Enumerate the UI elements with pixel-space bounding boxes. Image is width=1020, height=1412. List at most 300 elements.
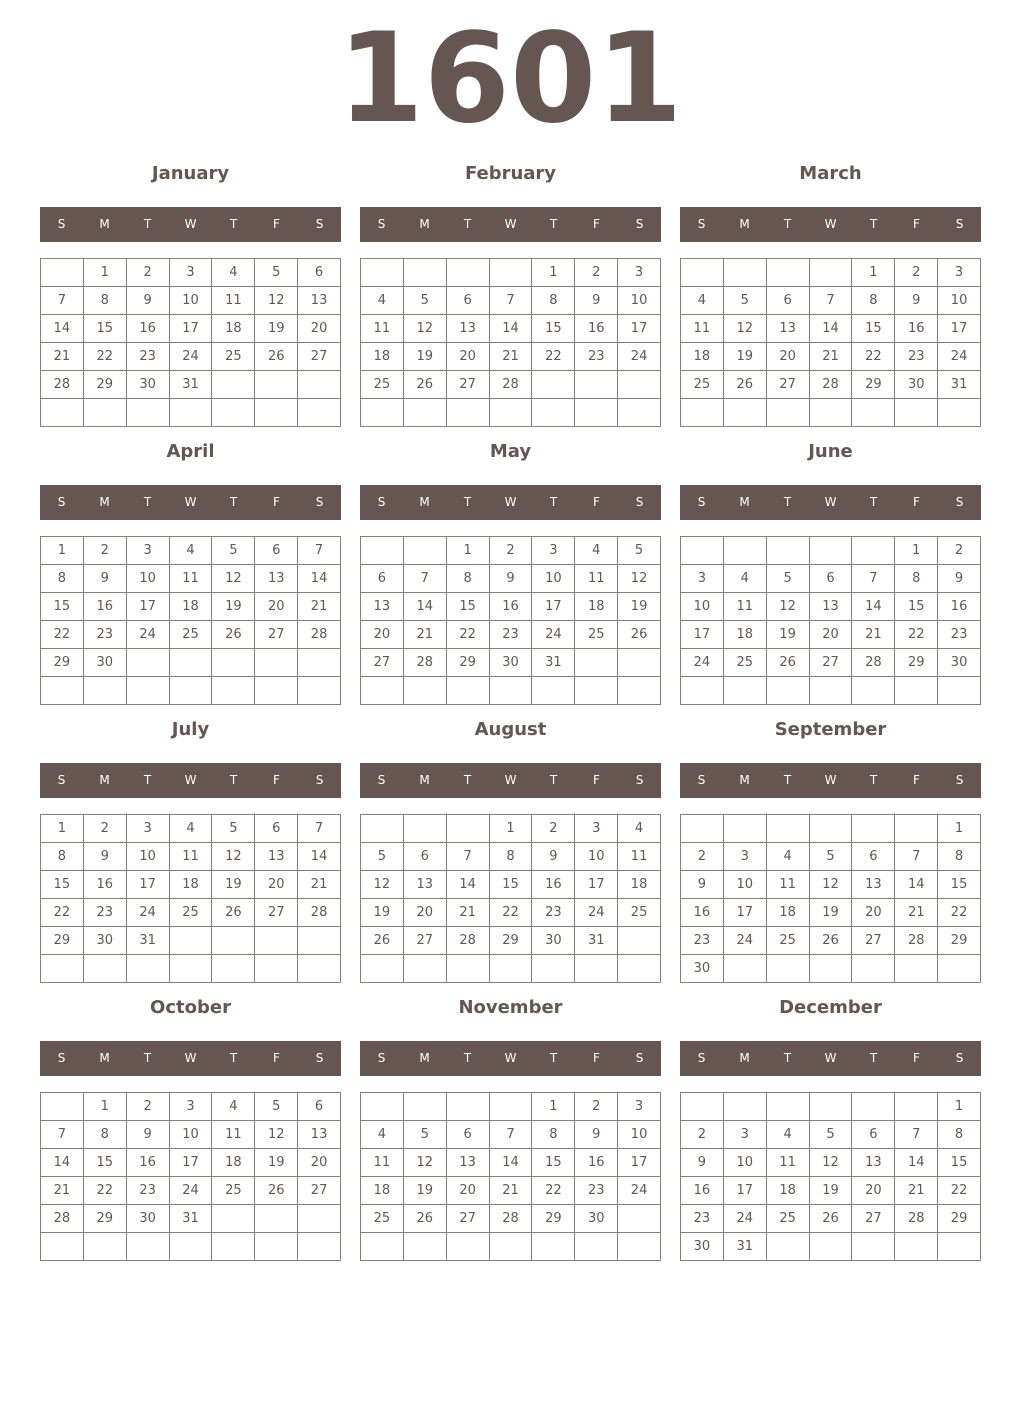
day-cell: 18	[212, 315, 255, 343]
day-cell: 13	[447, 315, 490, 343]
day-cell: 5	[404, 287, 447, 315]
day-cell: 22	[938, 899, 981, 927]
day-cell: 18	[170, 871, 213, 899]
day-cell: 22	[490, 899, 533, 927]
day-cell: 23	[938, 621, 981, 649]
weekday-label: F	[913, 1051, 920, 1065]
day-cell	[724, 1093, 767, 1121]
day-cell	[447, 259, 490, 287]
year-title: 1601	[337, 7, 683, 151]
day-cell: 26	[618, 621, 661, 649]
day-cell: 25	[681, 371, 724, 399]
weekday-label: M	[739, 217, 750, 231]
day-cell: 30	[127, 371, 170, 399]
day-cell: 16	[681, 1177, 724, 1205]
weekday-label: S	[377, 1051, 386, 1065]
day-cell: 6	[810, 565, 853, 593]
day-cell	[618, 1233, 661, 1261]
day-cell	[255, 1233, 298, 1261]
day-grid	[680, 258, 981, 427]
day-cell	[447, 815, 490, 843]
day-cell: 1	[852, 259, 895, 287]
day-cell: 21	[447, 899, 490, 927]
day-cell: 21	[490, 343, 533, 371]
day-cell: 15	[895, 593, 938, 621]
day-cell: 10	[618, 1121, 661, 1149]
weekday-label: T	[229, 217, 238, 231]
day-cell: 9	[127, 287, 170, 315]
weekday-label: T	[463, 217, 472, 231]
day-cell	[255, 955, 298, 983]
day-cell	[810, 955, 853, 983]
weekday-label: F	[593, 217, 600, 231]
day-cell: 14	[490, 315, 533, 343]
day-cell: 15	[41, 593, 84, 621]
day-cell: 7	[490, 1121, 533, 1149]
day-cell: 25	[212, 343, 255, 371]
day-cell	[767, 1093, 810, 1121]
day-cell: 4	[361, 1121, 404, 1149]
day-cell: 15	[84, 315, 127, 343]
day-cell	[810, 815, 853, 843]
day-cell: 7	[895, 1121, 938, 1149]
day-cell: 9	[532, 843, 575, 871]
month-july	[40, 715, 341, 985]
day-cell: 1	[938, 815, 981, 843]
day-cell	[170, 399, 213, 427]
day-cell: 2	[532, 815, 575, 843]
day-cell	[170, 649, 213, 677]
day-cell: 8	[41, 565, 84, 593]
day-cell: 1	[490, 815, 533, 843]
day-cell	[127, 955, 170, 983]
weekday-label: W	[184, 217, 197, 231]
month-april	[40, 437, 341, 707]
day-cell	[41, 259, 84, 287]
day-cell: 1	[84, 259, 127, 287]
day-cell: 25	[575, 621, 618, 649]
day-cell: 10	[724, 1149, 767, 1177]
day-cell: 13	[298, 287, 341, 315]
day-cell: 13	[810, 593, 853, 621]
weekday-label: S	[697, 217, 706, 231]
day-cell: 29	[852, 371, 895, 399]
day-cell	[84, 399, 127, 427]
day-cell: 1	[532, 1093, 575, 1121]
day-cell: 11	[575, 565, 618, 593]
day-cell: 27	[361, 649, 404, 677]
day-cell: 11	[724, 593, 767, 621]
day-cell	[852, 955, 895, 983]
day-cell: 22	[84, 343, 127, 371]
weekday-header	[40, 1041, 341, 1076]
day-cell: 9	[490, 565, 533, 593]
day-cell: 4	[724, 565, 767, 593]
day-cell	[618, 927, 661, 955]
day-cell	[575, 955, 618, 983]
day-cell: 8	[490, 843, 533, 871]
day-cell	[681, 259, 724, 287]
day-cell: 28	[404, 649, 447, 677]
day-cell: 14	[852, 593, 895, 621]
weekday-label: T	[143, 773, 152, 787]
day-cell: 2	[575, 259, 618, 287]
day-cell: 23	[681, 927, 724, 955]
day-cell: 9	[681, 871, 724, 899]
weekday-header	[680, 485, 981, 520]
day-cell	[404, 399, 447, 427]
day-cell	[895, 677, 938, 705]
weekday-label: T	[549, 773, 558, 787]
day-cell: 21	[298, 871, 341, 899]
weekday-label: M	[739, 1051, 750, 1065]
day-cell: 28	[41, 1205, 84, 1233]
day-cell: 26	[255, 343, 298, 371]
day-cell: 8	[84, 1121, 127, 1149]
day-cell: 4	[170, 537, 213, 565]
day-cell: 19	[255, 1149, 298, 1177]
day-cell: 24	[938, 343, 981, 371]
day-cell	[681, 815, 724, 843]
day-cell: 29	[532, 1205, 575, 1233]
day-cell: 18	[212, 1149, 255, 1177]
weekday-label: T	[869, 495, 878, 509]
day-cell: 27	[298, 1177, 341, 1205]
day-cell	[447, 1233, 490, 1261]
weekday-label: T	[143, 217, 152, 231]
day-cell: 7	[298, 537, 341, 565]
weekday-label: S	[57, 217, 66, 231]
weekday-label: T	[463, 773, 472, 787]
day-cell	[41, 677, 84, 705]
day-cell: 29	[490, 927, 533, 955]
day-cell: 28	[895, 1205, 938, 1233]
month-name: November	[458, 997, 563, 1018]
day-cell: 12	[404, 315, 447, 343]
day-cell: 12	[361, 871, 404, 899]
day-cell: 8	[938, 1121, 981, 1149]
day-cell: 8	[84, 287, 127, 315]
day-cell: 17	[170, 315, 213, 343]
day-cell: 21	[490, 1177, 533, 1205]
day-cell: 27	[298, 343, 341, 371]
month-october	[40, 993, 341, 1263]
day-cell	[84, 955, 127, 983]
day-cell: 2	[938, 537, 981, 565]
day-cell: 20	[404, 899, 447, 927]
day-cell: 4	[170, 815, 213, 843]
day-cell: 24	[127, 621, 170, 649]
day-cell: 4	[575, 537, 618, 565]
day-cell: 29	[41, 649, 84, 677]
day-cell	[724, 399, 767, 427]
day-cell: 11	[767, 1149, 810, 1177]
weekday-label: M	[99, 1051, 110, 1065]
day-cell: 21	[298, 593, 341, 621]
day-cell: 21	[404, 621, 447, 649]
day-cell: 9	[575, 287, 618, 315]
day-cell: 26	[810, 927, 853, 955]
day-cell: 6	[298, 1093, 341, 1121]
day-cell	[127, 677, 170, 705]
month-name: December	[779, 997, 882, 1018]
day-cell: 14	[447, 871, 490, 899]
day-cell: 8	[532, 1121, 575, 1149]
weekday-header	[360, 207, 661, 242]
month-name: October	[150, 997, 231, 1018]
day-cell: 23	[575, 343, 618, 371]
day-cell: 17	[127, 593, 170, 621]
day-cell	[361, 815, 404, 843]
day-grid	[680, 1092, 981, 1261]
day-cell: 18	[361, 343, 404, 371]
day-cell: 2	[127, 259, 170, 287]
weekday-header	[360, 485, 661, 520]
weekday-header	[680, 1041, 981, 1076]
day-cell: 20	[361, 621, 404, 649]
weekday-label: M	[739, 773, 750, 787]
day-cell: 13	[447, 1149, 490, 1177]
day-cell: 12	[618, 565, 661, 593]
day-cell	[298, 371, 341, 399]
day-cell: 13	[767, 315, 810, 343]
day-cell: 26	[255, 1177, 298, 1205]
day-cell	[852, 1233, 895, 1261]
day-cell: 19	[810, 1177, 853, 1205]
day-cell: 29	[84, 371, 127, 399]
day-cell: 12	[810, 871, 853, 899]
day-cell: 14	[895, 1149, 938, 1177]
weekday-label: S	[697, 1051, 706, 1065]
day-cell	[404, 259, 447, 287]
day-cell	[532, 677, 575, 705]
day-cell: 31	[532, 649, 575, 677]
weekday-label: T	[783, 1051, 792, 1065]
day-cell: 15	[41, 871, 84, 899]
day-cell: 29	[447, 649, 490, 677]
day-cell	[767, 677, 810, 705]
weekday-label: S	[635, 217, 644, 231]
day-cell: 24	[170, 343, 213, 371]
day-cell	[255, 371, 298, 399]
day-cell: 20	[255, 593, 298, 621]
day-grid	[680, 536, 981, 705]
day-cell: 24	[724, 1205, 767, 1233]
day-cell: 16	[681, 899, 724, 927]
day-cell	[255, 1205, 298, 1233]
day-cell: 3	[938, 259, 981, 287]
day-cell: 30	[575, 1205, 618, 1233]
day-cell	[618, 1205, 661, 1233]
day-cell: 22	[447, 621, 490, 649]
weekday-label: S	[57, 495, 66, 509]
month-march	[680, 159, 981, 429]
day-cell	[404, 677, 447, 705]
month-name: July	[171, 719, 210, 740]
day-cell	[255, 677, 298, 705]
day-cell: 27	[447, 371, 490, 399]
weekday-label: F	[913, 495, 920, 509]
weekday-label: W	[824, 1051, 837, 1065]
day-cell: 17	[127, 871, 170, 899]
day-cell: 15	[938, 871, 981, 899]
weekday-label: T	[549, 495, 558, 509]
day-cell: 14	[404, 593, 447, 621]
day-cell: 28	[298, 899, 341, 927]
day-cell: 23	[490, 621, 533, 649]
day-cell	[810, 399, 853, 427]
day-cell	[724, 259, 767, 287]
weekday-label: W	[824, 773, 837, 787]
day-cell: 30	[490, 649, 533, 677]
day-cell: 5	[404, 1121, 447, 1149]
day-cell: 20	[810, 621, 853, 649]
day-cell	[447, 955, 490, 983]
day-cell	[767, 1233, 810, 1261]
day-cell	[41, 1233, 84, 1261]
day-cell: 2	[490, 537, 533, 565]
day-cell	[361, 677, 404, 705]
day-cell: 19	[767, 621, 810, 649]
day-cell: 18	[767, 899, 810, 927]
day-cell	[490, 1093, 533, 1121]
weekday-label: S	[315, 217, 324, 231]
day-cell: 5	[618, 537, 661, 565]
day-cell: 27	[852, 927, 895, 955]
day-grid	[40, 536, 341, 705]
day-cell	[255, 649, 298, 677]
day-cell: 3	[724, 1121, 767, 1149]
day-cell: 10	[170, 1121, 213, 1149]
day-cell: 19	[404, 343, 447, 371]
day-cell: 29	[938, 927, 981, 955]
weekday-label: M	[99, 773, 110, 787]
day-cell	[212, 955, 255, 983]
day-cell: 14	[41, 315, 84, 343]
day-cell: 23	[84, 899, 127, 927]
day-cell: 24	[127, 899, 170, 927]
day-cell: 30	[938, 649, 981, 677]
day-cell	[404, 537, 447, 565]
weekday-label: S	[377, 495, 386, 509]
day-cell	[938, 955, 981, 983]
day-cell: 17	[618, 1149, 661, 1177]
day-cell	[852, 1093, 895, 1121]
day-cell: 21	[41, 1177, 84, 1205]
day-cell: 27	[447, 1205, 490, 1233]
day-cell: 31	[938, 371, 981, 399]
day-cell: 11	[361, 1149, 404, 1177]
weekday-label: W	[184, 1051, 197, 1065]
day-cell	[212, 927, 255, 955]
day-cell	[724, 815, 767, 843]
day-cell	[361, 259, 404, 287]
day-cell: 1	[447, 537, 490, 565]
day-cell: 11	[170, 843, 213, 871]
day-cell: 27	[852, 1205, 895, 1233]
weekday-label: F	[273, 217, 280, 231]
weekday-header	[360, 763, 661, 798]
day-cell: 11	[212, 287, 255, 315]
day-cell: 17	[532, 593, 575, 621]
day-cell: 10	[127, 843, 170, 871]
day-cell: 27	[767, 371, 810, 399]
day-cell: 1	[895, 537, 938, 565]
day-cell	[767, 259, 810, 287]
day-cell	[895, 1233, 938, 1261]
day-cell	[895, 399, 938, 427]
weekday-label: S	[315, 1051, 324, 1065]
weekday-label: T	[229, 773, 238, 787]
day-cell: 8	[938, 843, 981, 871]
day-cell: 28	[810, 371, 853, 399]
day-cell: 1	[84, 1093, 127, 1121]
day-cell: 21	[895, 899, 938, 927]
day-cell: 10	[681, 593, 724, 621]
day-cell: 3	[618, 1093, 661, 1121]
day-grid	[40, 258, 341, 427]
day-cell: 5	[255, 259, 298, 287]
day-cell: 23	[532, 899, 575, 927]
day-cell: 25	[618, 899, 661, 927]
day-cell: 23	[127, 343, 170, 371]
day-cell: 16	[532, 871, 575, 899]
day-cell: 19	[361, 899, 404, 927]
day-cell: 28	[298, 621, 341, 649]
weekday-label: W	[184, 495, 197, 509]
day-cell: 6	[852, 1121, 895, 1149]
day-cell: 6	[255, 537, 298, 565]
day-cell	[361, 1233, 404, 1261]
day-cell: 31	[575, 927, 618, 955]
day-cell	[938, 1233, 981, 1261]
day-cell: 20	[852, 899, 895, 927]
day-cell: 13	[361, 593, 404, 621]
day-cell: 10	[127, 565, 170, 593]
day-cell	[490, 1233, 533, 1261]
day-cell	[127, 1233, 170, 1261]
day-cell	[575, 649, 618, 677]
weekday-label: T	[783, 217, 792, 231]
day-cell: 17	[938, 315, 981, 343]
day-cell	[404, 955, 447, 983]
weekday-label: W	[504, 217, 517, 231]
day-cell: 17	[681, 621, 724, 649]
day-cell: 9	[84, 565, 127, 593]
day-cell: 11	[170, 565, 213, 593]
day-cell: 12	[767, 593, 810, 621]
day-cell: 15	[84, 1149, 127, 1177]
weekday-label: T	[549, 217, 558, 231]
day-cell	[212, 1233, 255, 1261]
day-cell: 10	[170, 287, 213, 315]
day-cell: 3	[575, 815, 618, 843]
day-cell	[681, 537, 724, 565]
month-name: May	[489, 441, 532, 462]
day-cell: 15	[852, 315, 895, 343]
day-cell: 9	[127, 1121, 170, 1149]
day-cell: 5	[810, 843, 853, 871]
weekday-label: S	[635, 1051, 644, 1065]
day-cell: 6	[852, 843, 895, 871]
day-cell: 22	[532, 343, 575, 371]
day-cell: 12	[212, 843, 255, 871]
day-cell: 12	[810, 1149, 853, 1177]
day-cell: 16	[127, 1149, 170, 1177]
weekday-label: T	[869, 1051, 878, 1065]
weekday-label: W	[504, 495, 517, 509]
day-cell: 25	[361, 371, 404, 399]
